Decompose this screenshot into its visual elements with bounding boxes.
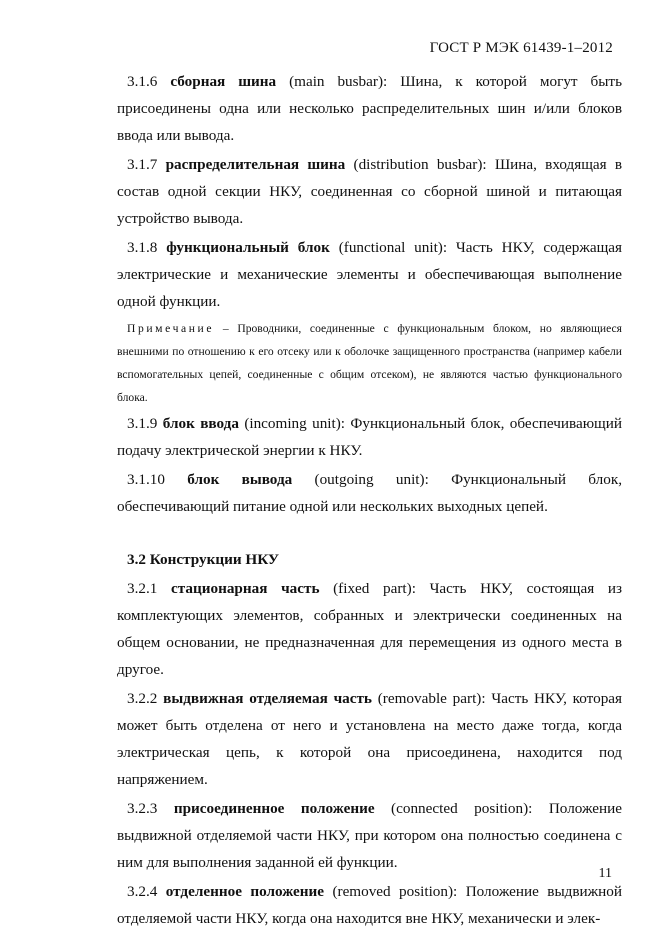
english-term: (functional unit): <box>338 239 448 256</box>
term: выдвижная отделяемая часть <box>163 690 372 707</box>
clause-number: 3.2.4 <box>127 883 158 900</box>
english-term: (removable part): <box>377 690 486 707</box>
clause-number: 3.1.6 <box>127 73 158 90</box>
english-term: (incoming unit): <box>244 415 346 432</box>
definition-3-1-7 <box>117 151 622 232</box>
section-heading: 3.2 Конструкции НКУ <box>127 551 280 568</box>
definition-text: Шина, входящая в состав одной секции НКУ, соединенная со сборной шиной и питающая устройство вывода. <box>117 156 623 227</box>
english-term: (main busbar): <box>289 73 388 90</box>
definition-3-1-6 <box>117 68 622 149</box>
term: присоединенное положение <box>173 800 375 817</box>
clause-number: 3.1.10 <box>127 471 165 488</box>
definition-3-2-2 <box>117 685 622 793</box>
term: стационарная часть <box>171 580 320 597</box>
note <box>117 317 622 409</box>
document-header: ГОСТ Р МЭК 61439-1–2012 <box>429 40 613 56</box>
definition-3-2-1 <box>117 575 622 683</box>
english-term: (distribution busbar): <box>353 156 487 173</box>
term: сборная шина <box>170 73 277 90</box>
term: блок вывода <box>187 471 293 488</box>
clause-number: 3.1.9 <box>127 415 158 432</box>
clause-number: 3.1.7 <box>127 156 158 173</box>
term: распределительная шина <box>165 156 346 173</box>
term: блок ввода <box>162 415 239 432</box>
page-body <box>117 68 622 934</box>
definition-text: Положение выдвижной отделяемой части НКУ, при котором она полностью соединена с ним для выполнения заданной ей функции. <box>117 800 623 871</box>
definition-3-2-4 <box>117 878 622 932</box>
definition-text: Положение выдвижной отделяемой части НКУ, когда она находится вне НКУ, механически и элек- <box>117 883 623 927</box>
clause-number: 3.2.2 <box>127 690 158 707</box>
note-label: Примечание <box>127 322 215 335</box>
clause-number: 3.2.1 <box>127 580 158 597</box>
definition-text: Часть НКУ, состоящая из комплектующих элементов, собранных и электрически соединенных на общем основании, не предназначенная для перемещения из одного места в другое. <box>117 580 622 678</box>
definition-text: Функциональный блок, обеспечивающий питание одной или нескольких выходных цепей. <box>117 471 622 515</box>
english-term: (outgoing unit): <box>314 471 429 488</box>
term: отделенное положение <box>165 883 325 900</box>
note-text: – Проводники, соединенные с функциональным блоком, но являющиеся внешними по отношению к его отсеку или к оболочке защищенного пространства (например кабели вспомогательных цепей, соединенные с общим отсеком), не являются частью функционального блока. <box>117 322 622 404</box>
english-term: (fixed part): <box>333 580 416 597</box>
definition-3-1-8 <box>117 234 622 315</box>
english-term: (connected position): <box>391 800 533 817</box>
definition-3-1-10 <box>117 466 622 520</box>
definition-text: Шина, к которой могут быть присоединены одна или несколько распределительных шин и/или блоков ввода или вывода. <box>117 73 622 144</box>
english-term: (removed position): <box>332 883 458 900</box>
clause-number: 3.2.3 <box>127 800 158 817</box>
page-number: 11 <box>598 866 612 881</box>
clause-number: 3.1.8 <box>127 239 158 256</box>
definition-3-2-3 <box>117 795 622 876</box>
term: функциональный блок <box>166 239 330 256</box>
definition-text: Функциональный блок, обеспечивающий подачу электрической энергии к НКУ. <box>117 415 622 459</box>
definition-text: Часть НКУ, содержащая электрические и механические элементы и обеспечивающая выполнение одной функции. <box>117 239 622 310</box>
definition-text: Часть НКУ, которая может быть отделена от него и установлена на место даже тогда, когда электрическая цепь, к которой она присоединена, находится под напряжением. <box>117 690 623 788</box>
definition-3-1-9 <box>117 410 622 464</box>
